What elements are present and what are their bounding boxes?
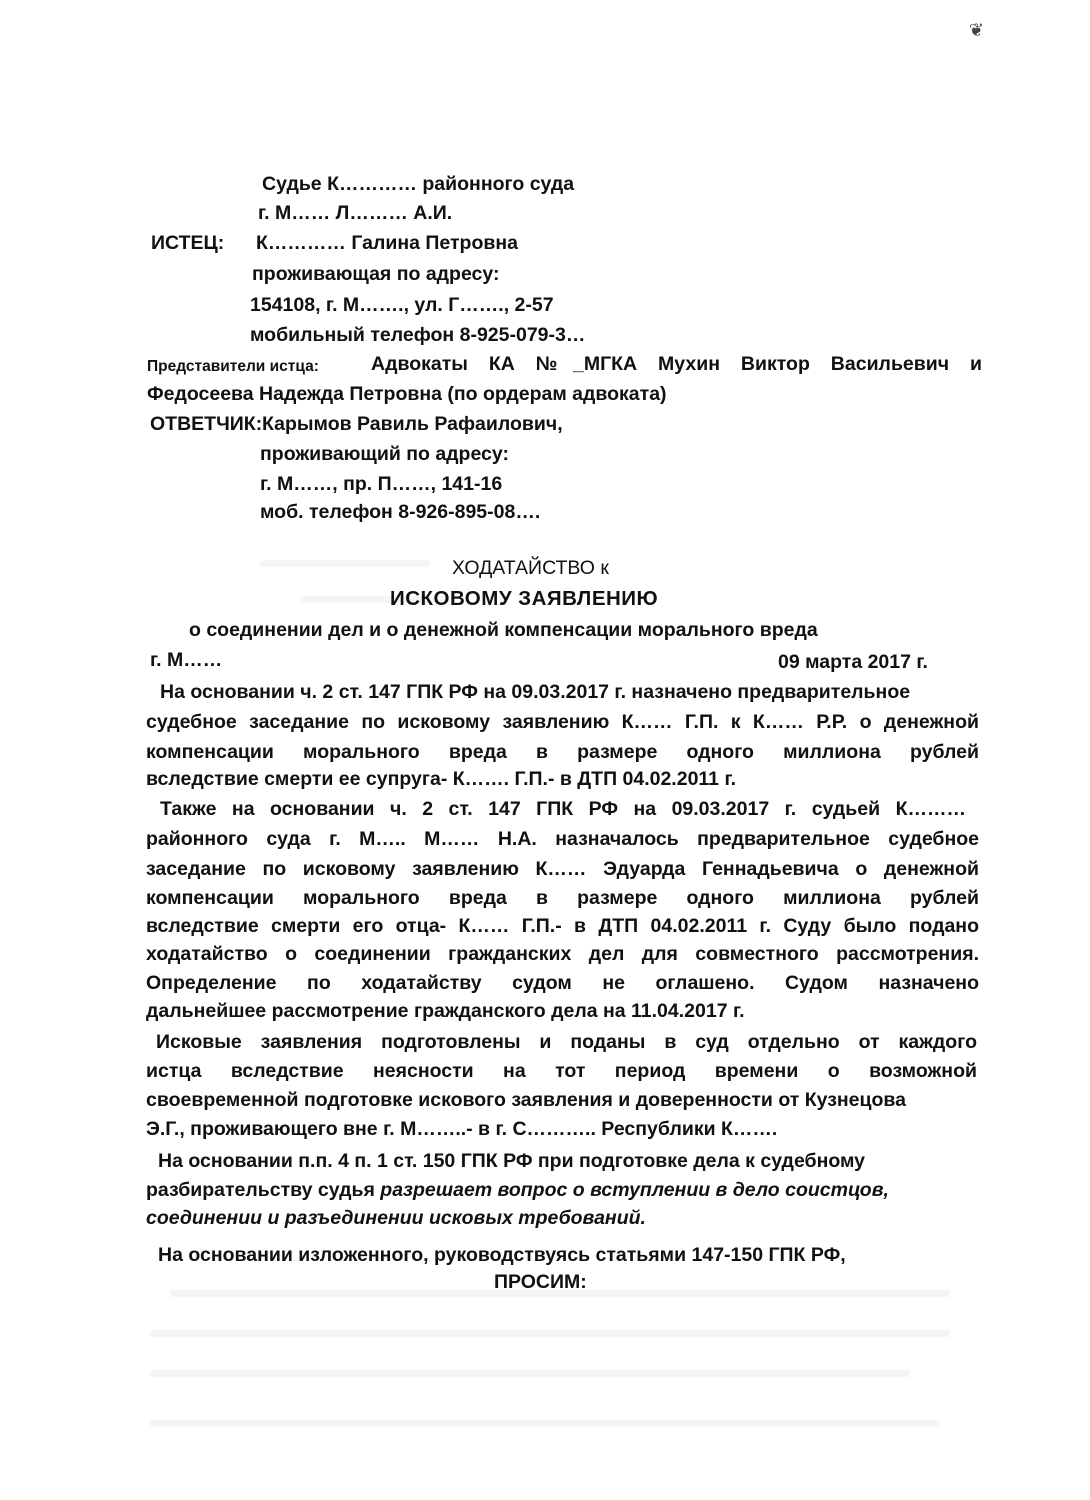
- p5-line: На основании изложенного, руководствуясь статьями 147-150 ГПК РФ,: [158, 1244, 846, 1266]
- p3-line-4: Э.Г., проживающего вне г. М……..- в г. С……….. Республики К…….: [146, 1118, 778, 1140]
- representatives-line-2: Федосеева Надежда Петровна (по ордерам адвоката): [147, 383, 667, 405]
- defendant-label: ОТВЕТЧИК:: [150, 413, 263, 435]
- defendant-phone: моб. телефон 8-926-895-08….: [260, 501, 541, 523]
- p4-line-3: [146, 1206, 646, 1230]
- p4-line-3-italic: соединении и разъединении исковых требований.: [146, 1207, 646, 1229]
- title-line-3: о соединении дел и о денежной компенсации морального вреда: [189, 619, 818, 641]
- judge-line-2: г. М…… Л……… А.И.: [258, 202, 453, 224]
- p2-line-1: Также на основании ч. 2 ст. 147 ГПК РФ на 09.03.2017 г. судьей К………: [160, 798, 966, 820]
- title-line-1: ХОДАТАЙСТВО к: [452, 557, 609, 579]
- p1-line-3: компенсации морального вреда в размере одного миллиона рублей: [146, 741, 979, 763]
- scan-mark: ❦: [968, 20, 984, 40]
- place: г. М……: [150, 649, 223, 671]
- p3-line-3: своевременной подготовке искового заявления и доверенности от Кузнецова: [146, 1089, 906, 1111]
- p4-line-2-plain: разбирательству судья: [146, 1179, 375, 1201]
- p2-line-5: вследствие смерти его отца- К…… Г.П.- в ДТП 04.02.2011 г. Суду было подано: [146, 915, 979, 937]
- p4-line-2-italic: разрешает вопрос о вступлении в дело соистцов,: [380, 1179, 889, 1201]
- p2-line-6: ходатайство о соединении гражданских дел для совместного рассмотрения.: [146, 943, 979, 965]
- bleed-through: [260, 560, 430, 567]
- representatives-label: Представители истца:: [147, 358, 319, 375]
- p2-line-8: дальнейшее рассмотрение гражданского дела на 11.04.2017 г.: [146, 1000, 745, 1022]
- p2-line-2: районного суда г. М….. М…… Н.А. назначалось предварительное судебное: [146, 828, 979, 850]
- plaintiff-label: ИСТЕЦ:: [151, 232, 225, 254]
- plaintiff-address: 154108, г. М……., ул. Г……., 2-57: [250, 294, 554, 316]
- bleed-through: [150, 1330, 950, 1337]
- date: 09 марта 2017 г.: [778, 651, 928, 673]
- bleed-through: [150, 1370, 910, 1377]
- p3-line-2: истца вследствие неясности на тот период времени о возможной: [146, 1060, 977, 1082]
- p2-line-4: компенсации морального вреда в размере одного миллиона рублей: [146, 887, 979, 909]
- p4-line-2: [146, 1178, 889, 1202]
- judge-line-1: Судье К………… районного суда: [262, 173, 575, 195]
- p2-line-7: Определение по ходатайству судом не оглашено. Судом назначено: [146, 972, 979, 994]
- title-line-2: ИСКОВОМУ ЗАЯВЛЕНИЮ: [390, 587, 659, 610]
- p1-line-2: судебное заседание по исковому заявлению К…… Г.П. к К…… Р.Р. о денежной: [146, 711, 979, 733]
- defendant-address: г. М……, пр. П……, 141-16: [260, 473, 503, 495]
- plaintiff-name: К………… Галина Петровна: [256, 232, 518, 254]
- p4-line-1: На основании п.п. 4 п. 1 ст. 150 ГПК РФ при подготовке дела к судебному: [158, 1150, 866, 1172]
- p1-line-1: На основании ч. 2 ст. 147 ГПК РФ на 09.03.2017 г. назначено предварительное: [160, 681, 911, 703]
- representatives-line-1: Адвокаты КА №_МГКА Мухин Виктор Васильевич и: [371, 353, 982, 375]
- plaintiff-address-label: проживающая по адресу:: [252, 263, 500, 285]
- defendant-address-label: проживающий по адресу:: [260, 443, 509, 465]
- plaintiff-phone: мобильный телефон 8-925-079-3…: [250, 324, 586, 346]
- defendant-name: Карымов Равиль Рафаилович,: [262, 413, 563, 435]
- p2-line-3: заседание по исковому заявлению К…… Эдуарда Геннадьевича о денежной: [146, 858, 979, 880]
- bleed-through: [150, 1420, 940, 1427]
- p1-line-4: вследствие смерти ее супруга- К……. Г.П.- в ДТП 04.02.2011 г.: [146, 768, 737, 790]
- p3-line-1: Исковые заявления подготовлены и поданы в суд отдельно от каждого: [156, 1031, 977, 1053]
- ask-heading: ПРОСИМ:: [494, 1271, 587, 1293]
